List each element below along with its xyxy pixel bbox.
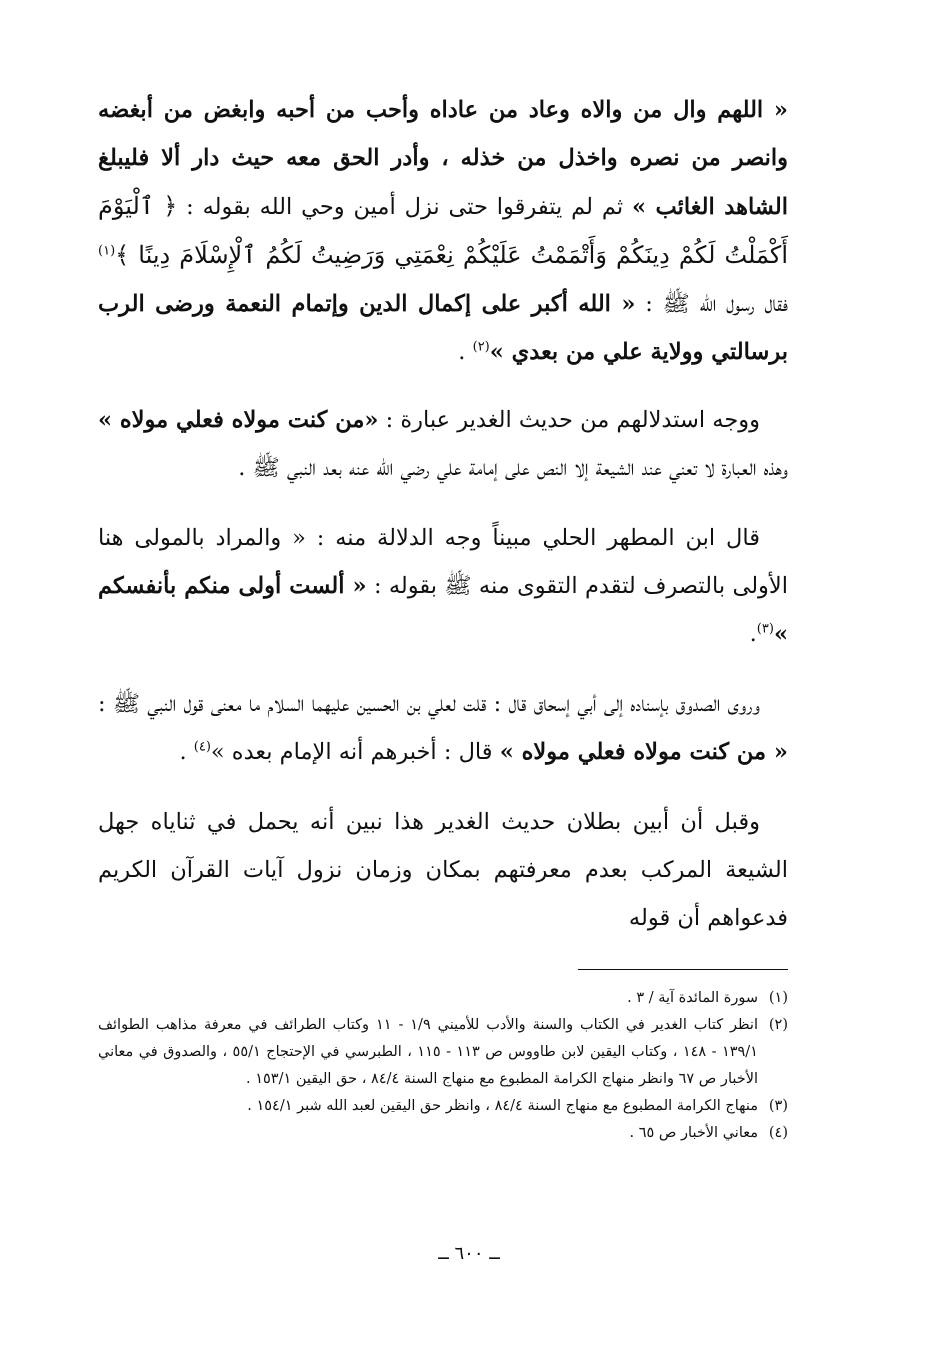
footnote-number: (٤) (768, 1125, 788, 1141)
paragraph-text: قال ابن المطهر الحلي مبيناً وجه الدلالة منه : « والمراد بالمولى هنا الأولى بالتصرف لتقدم التقوى منه ﷺ بقوله : (98, 525, 788, 599)
paragraph-3 (98, 514, 788, 658)
footnote-ref-4: (٤) (193, 739, 211, 755)
main-text (98, 86, 788, 964)
footnote-ref-2: (٢) (472, 339, 490, 355)
hadith-quote: « اللهم وال من والاه وعاد من عاداه وأحب من أحبه وابغض من أبغضه وانصر من نصره واخذل من خذله ، وأدر الحق معه حيث دار ألا فليبلغ الشاهد الغائب » (98, 97, 788, 220)
hadith-quote: « ألست أولى منكم بأنفسكم » (98, 573, 788, 647)
paragraph-text: وقبل أن أبين بطلان حديث الغدير هذا نبين أنه يحمل في ثناياه جهل الشيعة المركب بعدم معرفتهم بمكان وزمان نزول آيات القرآن الكريم فدعواهم أن قوله (98, 809, 788, 931)
hadith-quote: « من كنت مولاه فعلي مولاه » (499, 739, 788, 765)
punctuation: . (458, 339, 473, 365)
paragraph-text: وهذه العبارة لا تعني عند الشيعة إلا النص على إمامة علي رضي الله عنه بعد النبي ﷺ . (238, 455, 788, 481)
quran-verse: ﴿ ٱلْيَوْمَ أَكْمَلْتُ لَكُمْ دِينَكُمْ وَأَتْمَمْتُ عَلَيْكُمْ نِعْمَتِي وَرَضِيتُ لَكُمُ ٱلْإِسْلَامَ دِينًا ﴾ (98, 192, 788, 269)
narration-text: ثم لم يتفرقوا حتى نزل أمين وحي الله بقوله : (177, 194, 632, 220)
page-number: ــ ٦٠٠ ــ (438, 1243, 500, 1264)
footnote-number: (١) (768, 990, 788, 1006)
footnote-text: انظر كتاب الغدير في الكتاب والسنة والأدب للأميني ١/٩ - ١١ وكتاب الطرائف في معرفة مذاهب الطوائف ١٣٩/١ - ١٤٨ ، وكتاب اليقين لابن طاووس ص ١١٣ - ١١٥ ، الطبرسي في الإحتجاج ٥٥/١ ، والصدوق في معاني الأخبار ص ٦٧ وانظر منهاج الكرامة المطبوع مع منهاج السنة ٨٤/٤ ، حق اليقين ١٥٣/١ . (98, 1017, 758, 1087)
footnote-number: (٢) (768, 1017, 788, 1033)
punctuation: . (179, 739, 194, 765)
paragraph-4 (98, 680, 788, 776)
paragraph-1 (98, 86, 788, 376)
paragraph-text: ووجه استدلالهم من حديث الغدير عبارة : (378, 407, 760, 433)
paragraph-text: وروى الصدوق بإسناده إلى أبي إسحاق قال : قلت لعلي بن الحسين عليهما السلام ما معنى قول النبي ﷺ : (98, 691, 760, 717)
footnote-text: سورة المائدة آية / ٣ . (627, 990, 758, 1006)
punctuation: . (749, 621, 757, 647)
paragraph-5 (98, 798, 788, 942)
narration-text: فقال رسول الله ﷺ : (635, 291, 788, 317)
footnote-ref-1: (١) (98, 243, 116, 259)
hadith-quote: «من كنت مولاه فعلي مولاه » (98, 407, 379, 433)
paragraph-text: قال : أخبرهم أنه الإمام بعده » (210, 739, 500, 765)
hadith-quote: « الله أكبر على إكمال الدين وإتمام النعمة ورضى الرب برسالتي وولاية علي من بعدي » (98, 291, 788, 365)
footnote-divider (578, 969, 788, 970)
footnote-text: منهاج الكرامة المطبوع مع منهاج السنة ٨٤/٤ ، وانظر حق اليقين لعبد الله شبر ١٥٤/١ . (247, 1098, 758, 1114)
footnote-item (98, 985, 788, 1012)
paragraph-2 (98, 396, 788, 492)
footnote-text: معاني الأخبار ص ٦٥ . (629, 1125, 758, 1141)
footnote-number: (٣) (768, 1098, 788, 1114)
footnote-item (98, 1120, 788, 1147)
footnote-ref-3: (٣) (756, 621, 774, 637)
footnote-item (98, 1012, 788, 1093)
footnotes (98, 985, 788, 1147)
footnote-item (98, 1093, 788, 1120)
